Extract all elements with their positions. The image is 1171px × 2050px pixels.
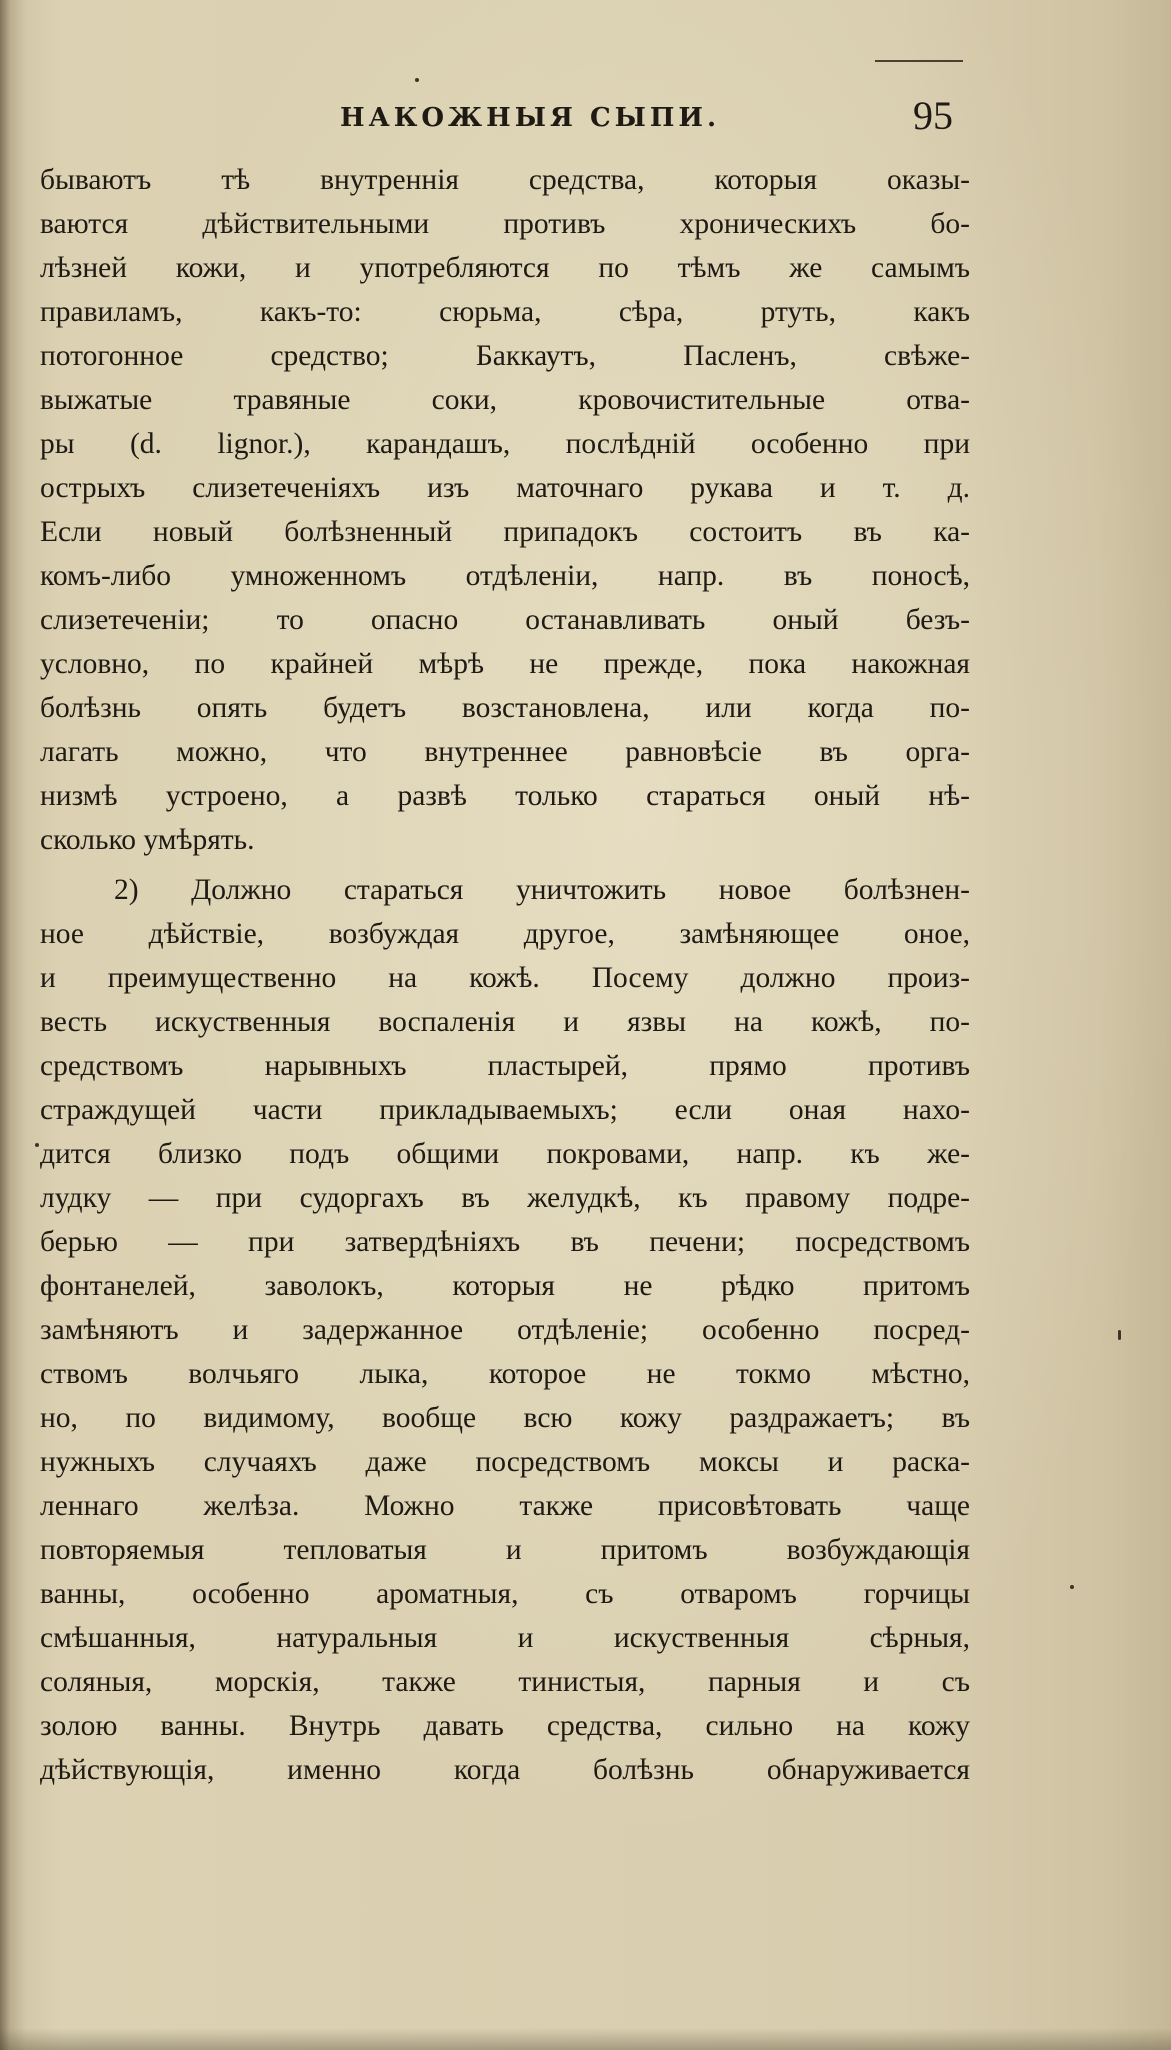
text-line: повторяемыя тепловатыя и притомъ возбуждающія <box>40 1534 970 1566</box>
ink-speck <box>1118 1330 1121 1340</box>
text-line: ваются дѣйствительными противъ хроническихъ бо- <box>40 208 970 240</box>
text-line: золою ванны. Внутрь давать средства, сильно на кожу <box>40 1710 970 1742</box>
text-line: ванны, особенно ароматныя, съ отваромъ горчицы <box>40 1578 970 1610</box>
text-line: берью — при затвердѣніяхъ въ печени; посредствомъ <box>40 1226 970 1258</box>
text-line: острыхъ слизетеченіяхъ изъ маточнаго рукава и т. д. <box>40 472 970 504</box>
text-line: выжатые травяные соки, кровочистительные отва- <box>40 384 970 416</box>
text-line: смѣшанныя, натуральныя и искуственныя сѣрныя, <box>40 1622 970 1654</box>
page-number: 95 <box>913 93 953 138</box>
text-line: комъ-либо умноженномъ отдѣленіи, напр. въ поносѣ, <box>40 560 970 592</box>
ink-speck <box>1070 1585 1074 1589</box>
text-line: весть искуственныя воспаленія и язвы на кожѣ, по- <box>40 1006 970 1038</box>
text-line: и преимущественно на кожѣ. Посему должно произ- <box>40 962 970 994</box>
text-line: бываютъ тѣ внутреннія средства, которыя оказы- <box>40 164 970 196</box>
text-line: дѣйствующія, именно когда болѣзнь обнаруживается <box>40 1754 970 1786</box>
text-line: соляныя, морскія, также тинистыя, парныя и съ <box>40 1666 970 1698</box>
text-line: нужныхъ случаяхъ даже посредствомъ моксы и раска- <box>40 1446 970 1478</box>
text-line: средствомъ нарывныхъ пластырей, прямо противъ <box>40 1050 970 1082</box>
ink-speck <box>35 1143 39 1147</box>
text-line: леннаго желѣза. Можно также присовѣтовать чаще <box>40 1490 970 1522</box>
text-line: Если новый болѣзненный припадокъ состоитъ въ ка- <box>40 516 970 548</box>
text-line: низмѣ устроено, а развѣ только стараться оный нѣ- <box>40 780 970 812</box>
page-bottom-shadow <box>0 2028 1171 2050</box>
text-line: ствомъ волчьяго лыка, которое не токмо мѣстно, <box>40 1358 970 1390</box>
text-line: дится близко подъ общими покровами, напр. къ же- <box>40 1138 970 1170</box>
text-line: условно, по крайней мѣрѣ не прежде, пока накожная <box>40 648 970 680</box>
text-line: страждущей части прикладываемыхъ; если оная нахо- <box>40 1094 970 1126</box>
text-line: болѣзнь опять будетъ возстановлена, или когда по- <box>40 692 970 724</box>
text-line: ное дѣйствіе, возбуждая другое, замѣняющее оное, <box>40 918 970 950</box>
body-text <box>40 158 970 1792</box>
running-title: НАКОЖНЫЯ СЫПИ. <box>340 103 721 133</box>
text-line: сколько умѣрять. <box>40 824 255 856</box>
paragraph-2 <box>40 868 970 1792</box>
text-line: лѣзней кожи, и употребляются по тѣмъ же самымъ <box>40 252 970 284</box>
text-line: лагать можно, что внутреннее равновѣсіе въ орга- <box>40 736 970 768</box>
top-rule <box>875 60 963 62</box>
text-line: фонтанелей, заволокъ, которыя не рѣдко притомъ <box>40 1270 970 1302</box>
text-line: потогонное средство; Баккаутъ, Пасленъ, свѣже- <box>40 340 970 372</box>
text-line: ры (d. lignor.), карандашъ, послѣдній особенно при <box>40 428 970 460</box>
text-line: замѣняютъ и задержанное отдѣленіе; особенно посред- <box>40 1314 970 1346</box>
text-line: правиламъ, какъ-то: сюрьма, сѣра, ртуть, какъ <box>40 296 970 328</box>
text-line: но, по видимому, вообще всю кожу раздражаетъ; въ <box>40 1402 970 1434</box>
text-line: 2) Должно стараться уничтожить новое болѣзнен- <box>114 874 970 906</box>
text-line: лудку — при судоргахъ въ желудкѣ, къ правому подре- <box>40 1182 970 1214</box>
text-line: слизетеченіи; то опасно останавливать оный безъ- <box>40 604 970 636</box>
ink-speck <box>415 78 419 82</box>
paragraph-1 <box>40 158 970 862</box>
